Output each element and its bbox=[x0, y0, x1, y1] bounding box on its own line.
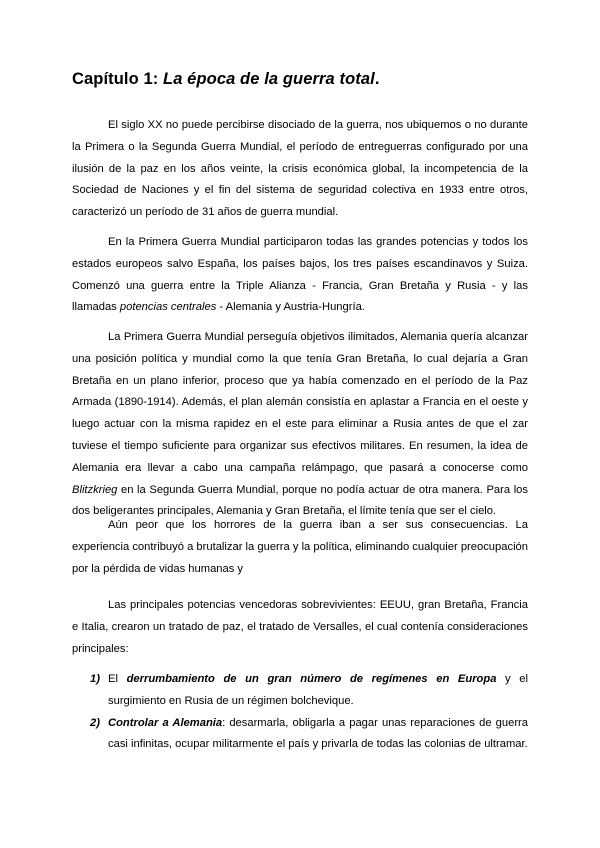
paragraph-2 bbox=[72, 232, 528, 319]
list-item-emphasis: derrumbamiento de un gran número de regímenes en Europa bbox=[126, 673, 497, 685]
list-item-number: 1) bbox=[90, 673, 100, 685]
paragraph-2-after: - Alemania y Austria-Hungría. bbox=[216, 301, 365, 314]
chapter-title-italic: La época de la guerra total bbox=[163, 70, 375, 88]
chapter-title-prefix: Capítulo 1: bbox=[72, 70, 164, 88]
paragraph-2-italic: potencias centrales bbox=[119, 301, 217, 314]
paragraph-3 bbox=[72, 327, 528, 523]
paragraph-3-after: en la Segunda Guerra Mundial, porque no podía actuar de otra manera. Para los dos beligerantes principales, Alemania y Gran Bretaña, el límite tenía que ser el cielo. bbox=[72, 483, 528, 518]
list-item-number: 2) bbox=[90, 716, 100, 729]
paragraph-1: El siglo XX no puede percibirse disociado de la guerra, nos ubiquemos o no durante la Primera o la Segunda Guerra Mundial, el período de entreguerras configurado por una ilusión de la paz en los años veinte, la crisis económica global, la incompetencia de la Sociedad de Naciones y el fin del sistema de seguridad colectiva en 1933 entre otros, caracterizó un período de 31 años de guerra mundial. bbox=[72, 119, 528, 219]
list-item-after: : desarmarla, obligarla a pagar unas reparaciones de guerra casi infinitas, ocupar militarmente el país y privarla de todas las colonias de ultramar. bbox=[108, 716, 528, 751]
list-item-emphasis: Controlar a Alemania bbox=[108, 716, 223, 729]
numbered-list bbox=[72, 669, 528, 756]
list-item-after: y el surgimiento en Rusia de un régimen bolchevique. bbox=[108, 673, 528, 707]
list-item bbox=[72, 713, 528, 757]
list-item bbox=[72, 669, 528, 713]
paragraph-3-italic: Blitzkrieg bbox=[72, 483, 118, 496]
chapter-title bbox=[72, 70, 380, 89]
paragraph-2-text: En la Primera Guerra Mundial participaron todas las grandes potencias y todos los estados europeos salvo España, los países bajos, los tres países escandinavos y Suiza. Comenzó una guerra entre la Triple Alianza - Francia, Gran Bretaña y Rusia - y las llamadas bbox=[72, 236, 528, 314]
paragraph-4: Aún peor que los horrores de la guerra iban a ser sus consecuencias. La experiencia contribuyó a brutalizar la guerra y la política, eliminando cualquier preocupación por la pérdida de vidas humanas y bbox=[72, 519, 528, 575]
list-item-before: El bbox=[108, 673, 127, 685]
paragraph-3-text: La Primera Guerra Mundial perseguía objetivos ilimitados, Alemania quería alcanzar una posición política y mundial como la que tenía Gran Bretaña, lo cual dejaría a Gran Bretaña en un plano inferior, proceso que ya había comenzado en el período de la Paz Armada (1890-1914). Además, el plan alemán consistía en aplastar a Francia en el oeste y luego actuar con la misma rapidez en el este para eliminar a Rusia antes de que el zar tuviese el tiempo suficiente para organizar sus efectivos militares. En resumen, la idea de Alemania era llevar a cabo una campaña relámpago, que pasará a conocerse como bbox=[72, 331, 528, 474]
paragraph-5: Las principales potencias vencedoras sobrevivientes: EEUU, gran Bretaña, Francia e Italia, crearon un tratado de paz, el tratado de Versalles, el cual contenía consideraciones principales: bbox=[72, 599, 528, 655]
chapter-title-suffix: . bbox=[374, 70, 380, 88]
